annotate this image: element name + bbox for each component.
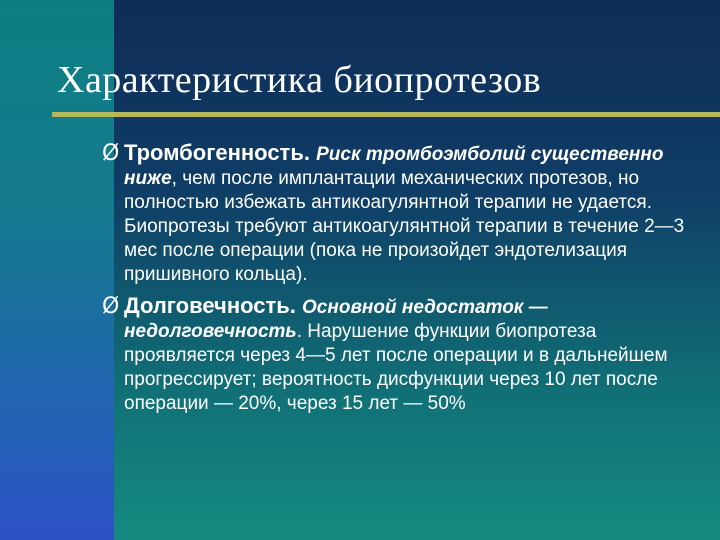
bullet-text xyxy=(124,140,702,287)
bullet-body: . Нарушение функции биопротеза проявляется через 4—5 лет после операции и в дальнейшем прогрессирует; вероятность дисфункции через 10 лет после операции — 20%, через 15 лет — 50% xyxy=(124,321,668,414)
arrow-bullet-icon: Ø xyxy=(102,294,120,319)
bullet-italic-lead: Риск тромбоэмболий существенно ниже xyxy=(124,144,664,189)
bullet-item-thrombogenicity xyxy=(102,140,702,287)
bullet-heading: Тромбогенность. xyxy=(124,140,310,165)
bullet-text xyxy=(124,293,702,416)
bullet-italic-lead: Основной недостаток — недолговечность xyxy=(124,297,548,342)
bullet-body: , чем после имплантации механических протезов, но полностью избежать антикоагулянтной терапии не удается. Биопротезы требуют антикоагулянтной терапии в течение 2—3 мес после операции (пока не произойдет эндотелизация пришивного кольца). xyxy=(124,168,685,285)
bullet-heading: Долговечность. xyxy=(124,293,296,318)
slide-title: Характеристика биопротезов xyxy=(57,59,542,101)
slide-content xyxy=(102,140,702,422)
bullet-item-durability xyxy=(102,293,702,416)
arrow-bullet-icon: Ø xyxy=(102,141,120,166)
title-underline xyxy=(52,112,720,117)
